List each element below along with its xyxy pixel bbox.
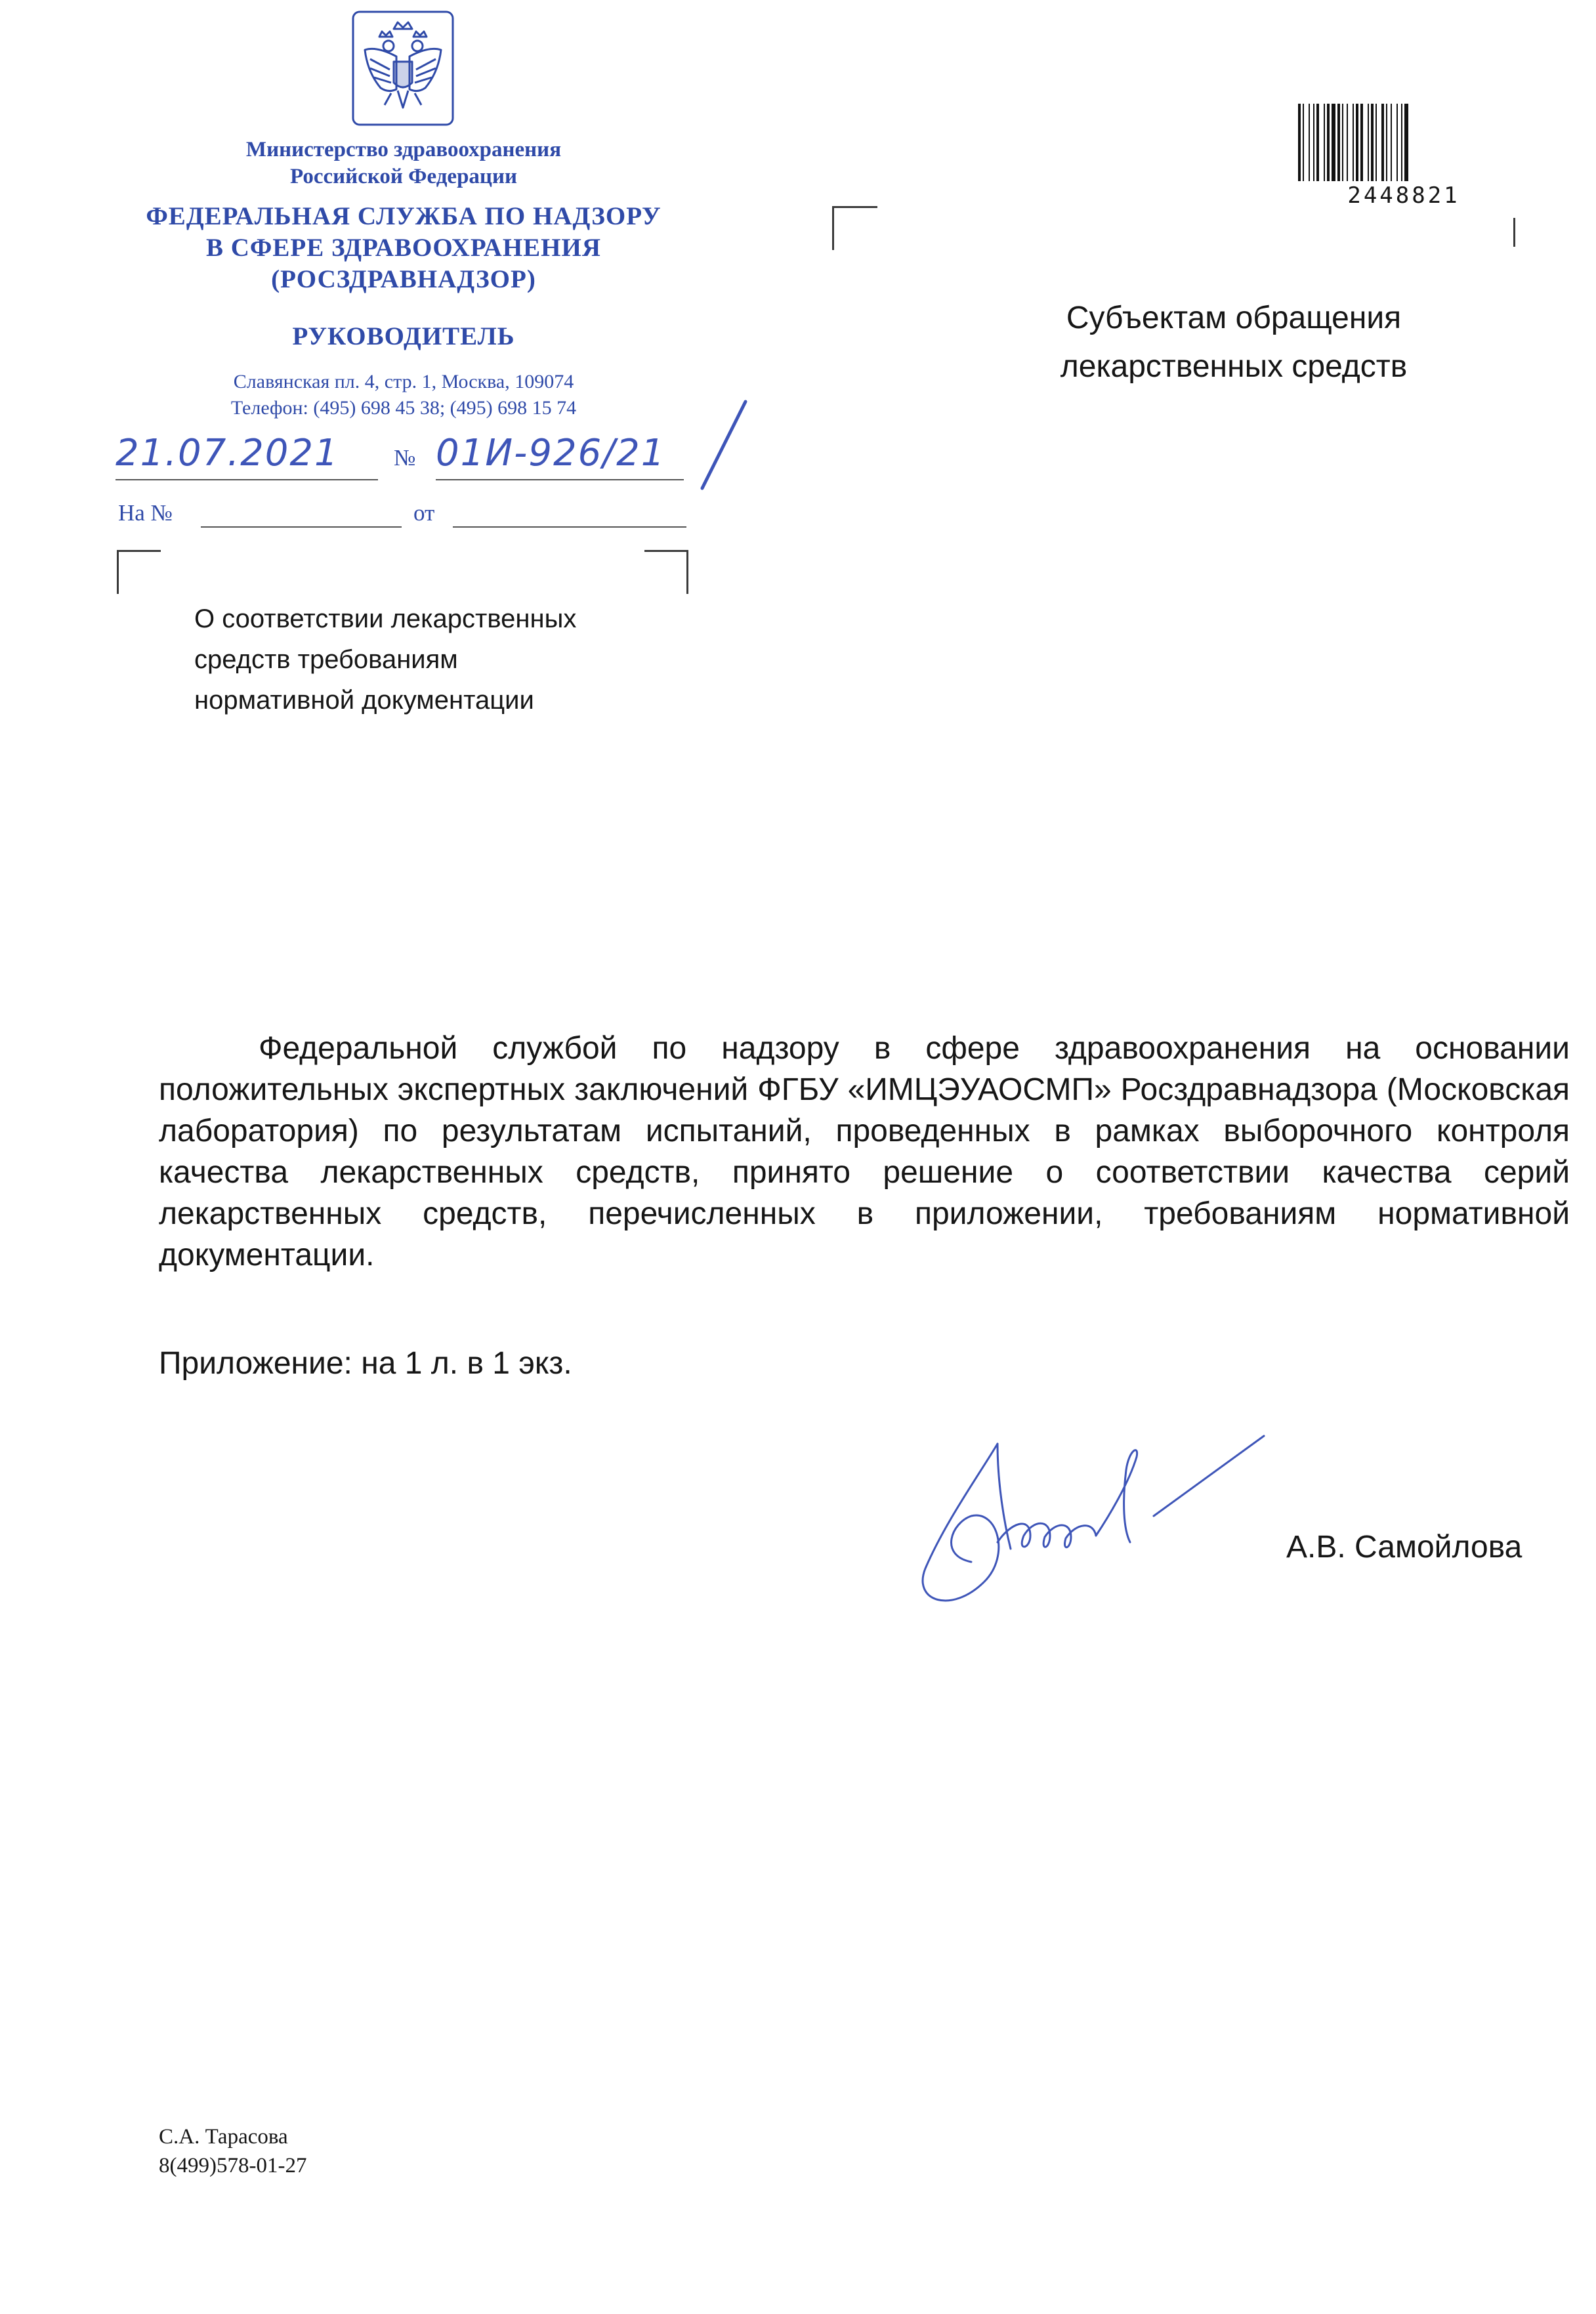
contact-block bbox=[118, 369, 689, 421]
recipient-line-1: Субъектам обращения bbox=[1066, 301, 1402, 335]
barcode-bar bbox=[1327, 104, 1330, 181]
service-line-2: В СФЕРЕ ЗДРАВООХРАНЕНИЯ bbox=[205, 234, 602, 262]
barcode-bar bbox=[1368, 104, 1369, 181]
barcode-bar bbox=[1371, 104, 1374, 181]
service-line-3: (РОСЗДРАВНАДЗОР) bbox=[271, 265, 536, 293]
position-title: РУКОВОДИТЕЛЬ bbox=[292, 322, 515, 350]
barcode-bar bbox=[1401, 104, 1402, 181]
barcode-bar bbox=[1316, 104, 1319, 181]
recipient-corner-right bbox=[1513, 218, 1515, 247]
reply-number-field bbox=[201, 503, 402, 528]
executor-block bbox=[159, 2122, 306, 2180]
signer-name: А.В. Самойлова bbox=[1286, 1530, 1522, 1565]
barcode-bar bbox=[1347, 104, 1348, 181]
barcode-bar bbox=[1386, 104, 1387, 181]
executor-name: С.А. Тарасова bbox=[159, 2125, 288, 2149]
recipient-corner-left bbox=[832, 206, 877, 250]
executor-phone: 8(499)578-01-27 bbox=[159, 2154, 307, 2177]
registration-number: 01И-926/21 bbox=[436, 432, 666, 474]
barcode-bar bbox=[1309, 104, 1310, 181]
barcode-bar bbox=[1324, 104, 1325, 181]
service-line-1: ФЕДЕРАЛЬНАЯ СЛУЖБА ПО НАДЗОРУ bbox=[146, 202, 662, 230]
date-underline bbox=[116, 455, 378, 480]
reply-to-label: На № bbox=[118, 500, 173, 526]
barcode-icon bbox=[1298, 104, 1509, 181]
barcode-bar bbox=[1391, 104, 1392, 181]
barcode-bar bbox=[1298, 104, 1301, 181]
barcode-bar bbox=[1353, 104, 1354, 181]
recipient-block bbox=[984, 294, 1483, 391]
attachment-note: Приложение: на 1 л. в 1 экз. bbox=[159, 1346, 572, 1381]
barcode-number: 2448821 bbox=[1347, 182, 1460, 209]
letter-body-paragraph: Федеральной службой по надзору в сфере здравоохранения на основании положительных экспертных заключений ФГБУ «ИМЦЭУАОСМП» Росздравнадзора (Московская лаборатория) по результатам испытаний, проведенных в рамках выборочного контроля качества лекарственных средств, принято решение о соответствии качества серий лекарственных средств, перечисленных в приложении, требованиям нормативной документации. bbox=[159, 1031, 1570, 1273]
ministry-line-2: Российской Федерации bbox=[290, 165, 517, 188]
number-underline bbox=[436, 455, 684, 480]
number-sign: № bbox=[394, 445, 416, 471]
service-name bbox=[118, 201, 689, 295]
barcode-bar bbox=[1396, 104, 1398, 181]
barcode-bar bbox=[1337, 104, 1340, 181]
barcode-bar bbox=[1313, 104, 1314, 181]
ministry-line-1: Министерство здравоохранения bbox=[245, 138, 562, 161]
barcode-bar bbox=[1404, 104, 1408, 181]
subject-line-3: нормативной документации bbox=[194, 686, 534, 715]
phone-line: Телефон: (495) 698 45 38; (495) 698 15 74 bbox=[230, 397, 577, 419]
ministry-name bbox=[118, 137, 689, 190]
recipient-line-2: лекарственных средств bbox=[1060, 349, 1408, 384]
barcode-bar bbox=[1342, 104, 1343, 181]
barcode-bar bbox=[1381, 104, 1384, 181]
number-slash-icon bbox=[682, 396, 755, 495]
reply-from-label: от bbox=[413, 500, 435, 526]
coat-of-arms-icon bbox=[350, 9, 455, 127]
subject-corner-left bbox=[117, 550, 161, 594]
reply-date-field bbox=[453, 503, 686, 528]
handwritten-signature bbox=[899, 1418, 1280, 1621]
barcode-bar bbox=[1303, 104, 1304, 181]
barcode-bar bbox=[1332, 104, 1335, 181]
letter-subject bbox=[194, 599, 693, 721]
subject-line-1: О соответствии лекарственных bbox=[194, 604, 577, 633]
barcode-bar bbox=[1356, 104, 1358, 181]
registration-date: 21.07.2021 bbox=[116, 432, 339, 474]
subject-line-2: средств требованиям bbox=[194, 645, 458, 674]
barcode-bar bbox=[1376, 104, 1377, 181]
barcode-bar bbox=[1360, 104, 1363, 181]
address-line: Славянская пл. 4, стр. 1, Москва, 109074 bbox=[233, 371, 574, 392]
subject-corner-right bbox=[644, 550, 688, 594]
